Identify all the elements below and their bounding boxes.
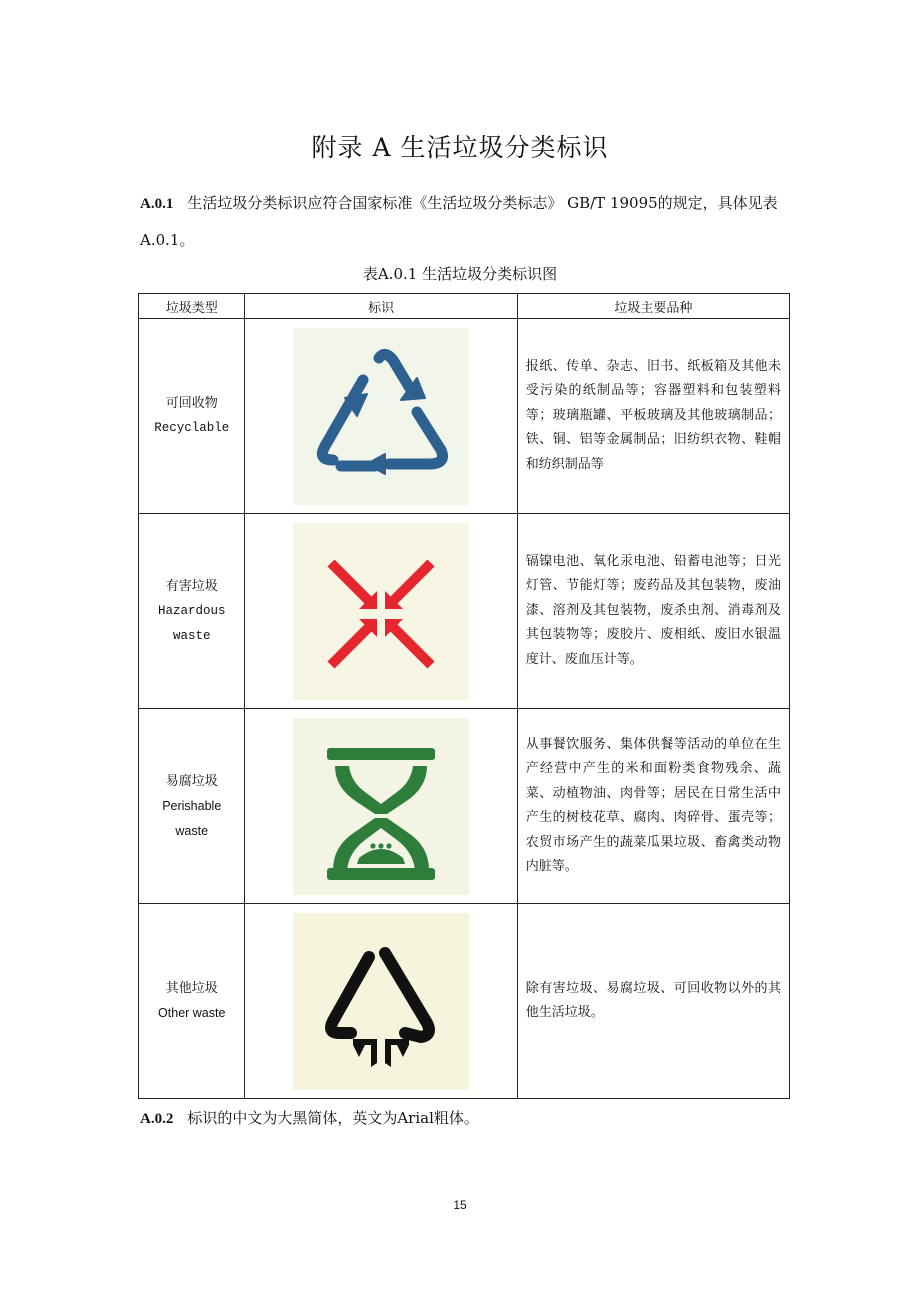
table-row-perishable bbox=[139, 709, 790, 904]
items-cell: 除有害垃圾、易腐垃圾、可回收物以外的其他生活垃圾。 bbox=[517, 904, 789, 1099]
waste-type-cell bbox=[139, 319, 245, 514]
waste-type-cell bbox=[139, 514, 245, 709]
clause-a02 bbox=[140, 1100, 790, 1137]
clause-number: A.0.2 bbox=[140, 1111, 174, 1127]
sign-cell bbox=[245, 514, 517, 709]
waste-type-cn: 可回收物 bbox=[165, 396, 218, 411]
table-caption: 表A.0.1 生活垃圾分类标识图 bbox=[362, 265, 558, 283]
header-items: 垃圾主要品种 bbox=[517, 294, 789, 319]
items-cell: 从事餐饮服务、集体供餐等活动的单位在生产经营中产生的米和面粉类食物残余、蔬菜、动植物油、肉骨等；居民在日常生活中产生的树枝花草、腐肉、肉碎骨、蛋壳等；农贸市场产生的蔬菜瓜果垃圾、畜禽类动物内脏等。 bbox=[517, 709, 789, 904]
header-type: 垃圾类型 bbox=[139, 294, 245, 319]
classification-table bbox=[138, 293, 790, 1099]
clause-text: 生活垃圾分类标识应符合国家标准《生活垃圾分类标志》 GB/T 19095的规定，具体见表A.0.1。 bbox=[140, 194, 778, 249]
waste-type-en: Other waste bbox=[158, 1006, 226, 1020]
hourglass-icon bbox=[293, 718, 469, 895]
waste-type-cn: 易腐垃圾 bbox=[165, 773, 218, 789]
waste-type-en-2: waste bbox=[175, 823, 209, 838]
waste-type-cn: 其他垃圾 bbox=[165, 981, 218, 996]
waste-type-en: Perishable bbox=[162, 798, 222, 813]
waste-type-cell bbox=[139, 904, 245, 1099]
hazard-cross-icon bbox=[293, 523, 469, 700]
table-row-other bbox=[139, 904, 790, 1099]
items-cell: 镉镍电池、氧化汞电池、铅蓄电池等；日光灯管、节能灯等；废药品及其包装物，废油漆、溶剂及其包装物，废杀虫剂、消毒剂及其包装物等；废胶片、废相纸、废旧水银温度计、废血压计等。 bbox=[517, 514, 789, 709]
tree-arrows-icon bbox=[293, 913, 469, 1090]
page-number: 15 bbox=[453, 1198, 467, 1212]
waste-type-en: Hazardous bbox=[157, 603, 226, 618]
table-header-row bbox=[139, 294, 790, 319]
clause-text: 标识的中文为大黑简体，英文为Arial粗体。 bbox=[187, 1109, 479, 1127]
header-sign: 标识 bbox=[245, 294, 517, 319]
items-cell: 报纸、传单、杂志、旧书、纸板箱及其他未受污染的纸制品等；容器塑料和包装塑料等；玻璃瓶罐、平板玻璃及其他玻璃制品；铁、铜、铝等金属制品；旧纺织衣物、鞋帽和纺织制品等 bbox=[517, 319, 789, 514]
table-row-hazardous bbox=[139, 514, 790, 709]
recycle-triangle-icon bbox=[293, 328, 469, 505]
sign-cell bbox=[245, 319, 517, 514]
page-title: 附录 A 生活垃圾分类标识 bbox=[311, 133, 609, 162]
clause-a01 bbox=[140, 185, 790, 258]
table-row-recyclable bbox=[139, 319, 790, 514]
clause-number: A.0.1 bbox=[140, 196, 174, 212]
waste-type-cell bbox=[139, 709, 245, 904]
waste-type-en-2: waste bbox=[172, 628, 211, 643]
sign-cell bbox=[245, 709, 517, 904]
waste-type-en: Recyclable bbox=[154, 421, 230, 435]
sign-cell bbox=[245, 904, 517, 1099]
waste-type-cn: 有害垃圾 bbox=[165, 578, 218, 594]
